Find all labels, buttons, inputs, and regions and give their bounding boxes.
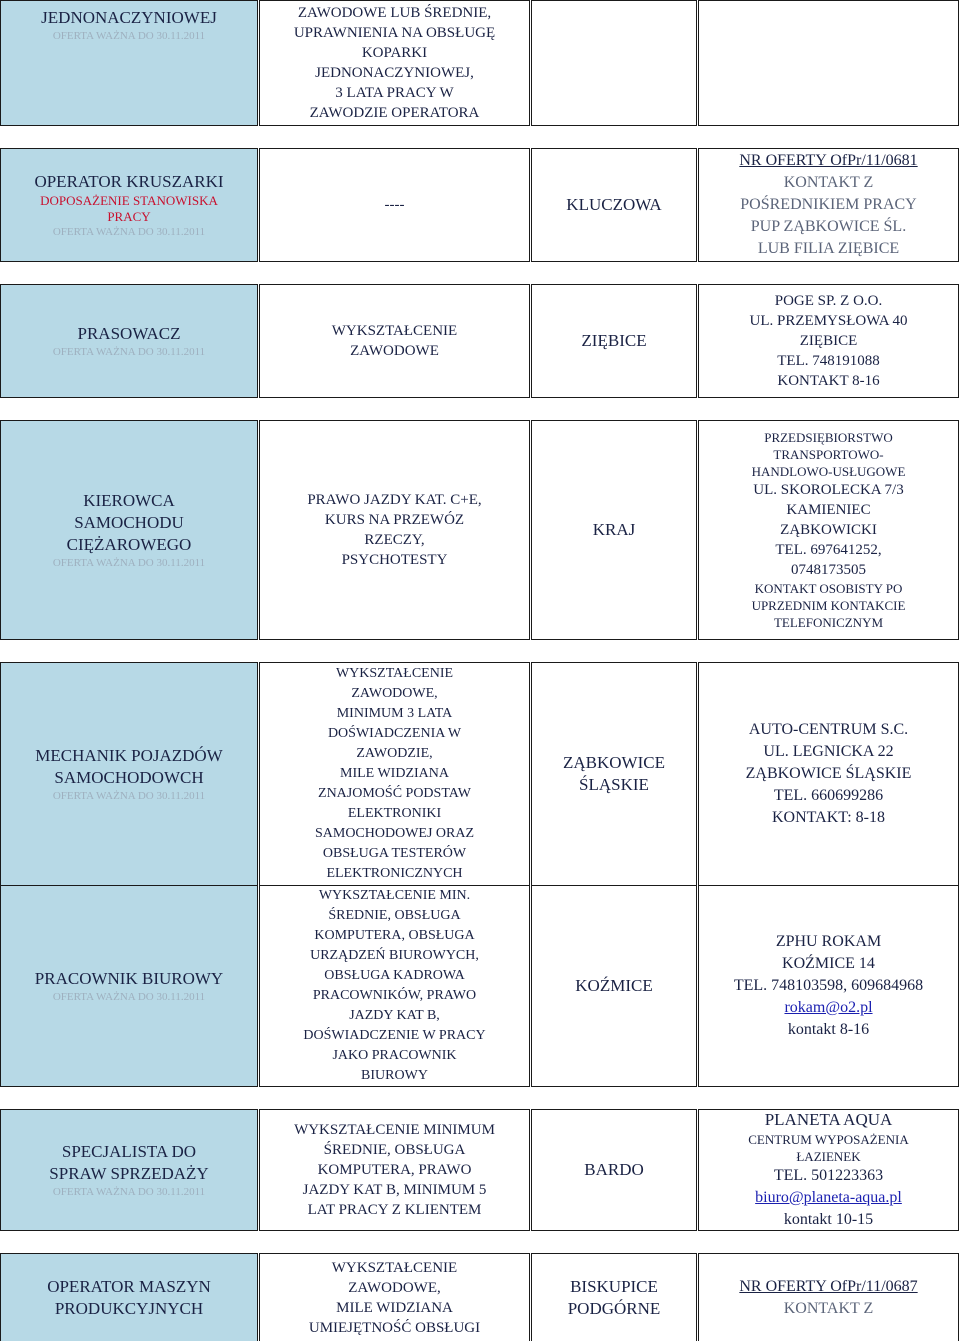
- valid-until: OFERTA WAŻNA DO 30.11.2011: [52, 991, 206, 1003]
- requirement-line: RZECZY,: [364, 532, 425, 548]
- contact-line: KONTAKT Z: [783, 174, 874, 191]
- requirements-cell: [259, 420, 530, 640]
- location-cell: [531, 662, 697, 886]
- contact-line: TEL. 697641252,: [775, 542, 882, 558]
- requirement-line: ELEKTRONIKI: [347, 806, 442, 821]
- contact-phone: TEL. 501223363: [773, 1167, 884, 1184]
- requirement-line: ----: [384, 197, 405, 213]
- job-title-cell: [0, 420, 258, 640]
- job-title: SAMOCHODU: [74, 513, 184, 532]
- offer-row: [0, 885, 960, 1087]
- offer-row: [0, 1253, 960, 1341]
- location-cell: [531, 885, 697, 1087]
- contact-cell: [698, 662, 959, 886]
- location: ŚLĄSKIE: [579, 775, 649, 794]
- location-cell: [531, 1253, 697, 1341]
- location: KLUCZOWA: [566, 195, 662, 214]
- contact-line: POŚREDNIKIEM PRACY: [740, 196, 917, 213]
- requirement-line: KURS NA PRZEWÓZ: [324, 512, 465, 528]
- contact-line: KAMIENIEC: [786, 502, 871, 518]
- requirement-line: PRACOWNIKÓW, PRAWO: [312, 988, 477, 1003]
- requirement-line: WYKSZTAŁCENIE MIN.: [318, 888, 471, 903]
- email-link[interactable]: rokam@o2.pl: [784, 999, 873, 1016]
- contact-line: TEL. 748191088: [777, 353, 880, 369]
- job-title: CIĘŻAROWEGO: [66, 535, 192, 554]
- requirement-line: ŚREDNIE, OBSŁUGA: [323, 1142, 466, 1158]
- requirement-line: WYKSZTAŁCENIE MINIMUM: [294, 1122, 495, 1138]
- requirements-cell: [259, 662, 530, 886]
- requirements-cell: [259, 1109, 530, 1231]
- requirements-cell: [259, 284, 530, 398]
- requirement-line: ZAWODOWE: [350, 343, 439, 359]
- job-subtitle: DOPOSAŻENIE STANOWISKA: [40, 193, 218, 208]
- contact-line: KONTAKT Z: [783, 1299, 874, 1317]
- job-title-cell: [0, 1109, 258, 1231]
- company-name: TRANSPORTOWO-: [773, 447, 884, 462]
- contact-cell: [698, 148, 959, 262]
- requirement-line: ZNAJOMOŚĆ PODSTAW: [318, 786, 471, 801]
- job-title: SPRAW SPRZEDAŻY: [49, 1164, 209, 1183]
- requirement-line: PRAWO JAZDY KAT. C+E,: [307, 492, 482, 508]
- job-title: OPERATOR MASZYN: [47, 1276, 211, 1296]
- job-title: SPECJALISTA DO: [61, 1142, 197, 1161]
- job-title-cell: [0, 284, 258, 398]
- location-cell: [531, 1109, 697, 1231]
- contact-line: ZIĘBICE: [799, 333, 858, 349]
- job-title-cell: [0, 148, 258, 262]
- contact-line: 0748173505: [791, 562, 866, 578]
- offer-number: NR OFERTY OfPr/11/0681: [739, 152, 918, 169]
- location: KRAJ: [592, 520, 636, 539]
- location: BISKUPICE: [570, 1276, 658, 1296]
- offer-row: [0, 420, 960, 640]
- requirement-line: DOŚWIADCZENIA W: [327, 726, 462, 741]
- requirement-line: JEDNONACZYNIOWEJ,: [315, 65, 474, 81]
- job-title-cell: [0, 0, 258, 126]
- company-name: HANDLOWO-USŁUGOWE: [751, 464, 906, 479]
- job-title: PRODUKCYJNYCH: [54, 1298, 204, 1318]
- requirement-line: MILE WIDZIANA: [336, 1299, 453, 1316]
- job-title: PRASOWACZ: [77, 324, 181, 343]
- valid-until: OFERTA WAŻNA DO 30.11.2011: [52, 226, 206, 238]
- contact-line: PUP ZĄBKOWICE ŚL.: [750, 218, 907, 235]
- job-title: MECHANIK POJAZDÓW: [35, 746, 223, 765]
- location: ZĄBKOWICE: [563, 753, 665, 772]
- offer-number: NR OFERTY OfPr/11/0687: [739, 1277, 918, 1295]
- location-cell: [531, 284, 697, 398]
- job-title: JEDNONACZYNIOWEJ: [41, 8, 217, 27]
- contact-line: TEL. 748103598, 609684968: [733, 977, 924, 994]
- contact-cell: [698, 0, 959, 126]
- offer-row: [0, 284, 960, 398]
- requirement-line: ZAWODOWE LUB ŚREDNIE,: [297, 5, 492, 21]
- job-subtitle: PRACY: [107, 209, 151, 224]
- contact-line: ZĄBKOWICE ŚLĄSKIE: [745, 765, 912, 782]
- company-name: PLANETA AQUA: [764, 1110, 893, 1129]
- contact-cell: [698, 885, 959, 1087]
- valid-until: OFERTA WAŻNA DO 30.11.2011: [52, 1186, 206, 1198]
- requirement-line: MINIMUM 3 LATA: [336, 706, 453, 721]
- requirement-line: LAT PRACY Z KLIENTEM: [307, 1202, 482, 1218]
- contact-line: ZĄBKOWICKI: [780, 522, 877, 538]
- requirement-line: ŚREDNIE, OBSŁUGA: [328, 908, 461, 923]
- requirement-line: MILE WIDZIANA: [340, 766, 449, 781]
- requirements-cell: [259, 885, 530, 1087]
- offer-row: [0, 1109, 960, 1231]
- location: KOŹMICE: [575, 976, 653, 995]
- requirement-line: KOMPUTERA, PRAWO: [317, 1162, 472, 1178]
- requirement-line: OBSŁUGA TESTERÓW: [322, 846, 467, 861]
- contact-line: KONTAKT: 8-18: [771, 809, 885, 826]
- valid-until: OFERTA WAŻNA DO 30.11.2011: [52, 790, 206, 802]
- contact-cell: [698, 420, 959, 640]
- job-title: OPERATOR KRUSZARKI: [34, 172, 224, 191]
- offer-row: [0, 148, 960, 262]
- location: BARDO: [584, 1160, 644, 1179]
- location: PODGÓRNE: [567, 1298, 661, 1318]
- valid-until: OFERTA WAŻNA DO 30.11.2011: [52, 30, 206, 42]
- location-cell: [531, 148, 697, 262]
- contact-line: LUB FILIA ZIĘBICE: [757, 240, 900, 257]
- job-title-cell: [0, 885, 258, 1087]
- valid-until: OFERTA WAŻNA DO 30.11.2011: [52, 346, 206, 358]
- contact-line: KONTAKT 8-16: [777, 373, 880, 389]
- job-title: KIEROWCA: [83, 491, 175, 510]
- requirement-line: KOMPUTERA, OBSŁUGA: [314, 928, 475, 943]
- requirement-line: UPRAWNIENIA NA OBSŁUGĘ: [293, 25, 496, 41]
- requirement-line: JAKO PRACOWNIK: [332, 1048, 457, 1063]
- requirement-line: ELEKTRONICZNYCH: [326, 866, 463, 881]
- contact-line: POGE SP. Z O.O.: [774, 293, 883, 309]
- requirement-line: UMIEJĘTNOŚĆ OBSŁUGI: [308, 1319, 481, 1336]
- requirement-line: URZĄDZEŃ BIUROWYCH,: [310, 948, 479, 963]
- requirements-cell: [259, 148, 530, 262]
- requirement-line: BIUROWY: [361, 1068, 428, 1083]
- job-title-cell: [0, 1253, 258, 1341]
- job-title-cell: [0, 662, 258, 886]
- requirement-line: ZAWODZIE OPERATORA: [309, 105, 480, 121]
- contact-line: UL. PRZEMYSŁOWA 40: [749, 313, 908, 329]
- location-cell: [531, 420, 697, 640]
- requirement-line: KOPARKI: [361, 45, 428, 61]
- requirement-line: OBSŁUGA KADROWA: [324, 968, 465, 983]
- contact-line: ZPHU ROKAM: [775, 933, 882, 950]
- requirement-line: SAMOCHODOWEJ ORAZ: [314, 826, 475, 841]
- contact-line: KOŹMICE 14: [782, 955, 875, 972]
- requirement-line: 3 LATA PRACY W: [335, 85, 454, 101]
- contact-hours: kontakt 8-16: [787, 1021, 870, 1038]
- requirement-line: JAZDY KAT B, MINIMUM 5: [302, 1182, 487, 1198]
- contact-cell: [698, 1253, 959, 1341]
- location-cell: [531, 0, 697, 126]
- requirement-line: ZAWODOWE,: [348, 1279, 441, 1296]
- email-link[interactable]: biuro@planeta-aqua.pl: [755, 1189, 902, 1206]
- requirement-line: ZAWODZIE,: [356, 746, 433, 761]
- requirement-line: DOŚWIADCZENIE W PRACY: [303, 1028, 486, 1043]
- contact-note: KONTAKT OSOBISTY PO: [754, 581, 903, 596]
- valid-until: OFERTA WAŻNA DO 30.11.2011: [52, 557, 206, 569]
- requirement-line: ZAWODOWE,: [351, 686, 438, 701]
- requirement-line: WYKSZTAŁCENIE: [331, 323, 458, 339]
- contact-line: AUTO-CENTRUM S.C.: [748, 721, 909, 738]
- contact-cell: [698, 1109, 959, 1231]
- offer-row: [0, 0, 960, 126]
- contact-line: UL. LEGNICKA 22: [763, 743, 894, 760]
- company-name: PRZEDSIĘBIORSTWO: [764, 430, 893, 445]
- requirements-cell: [259, 0, 530, 126]
- company-description: CENTRUM WYPOSAŻENIA: [748, 1132, 909, 1147]
- contact-line: UL. SKOROLECKA 7/3: [753, 482, 904, 498]
- requirements-cell: [259, 1253, 530, 1341]
- contact-hours: kontakt 10-15: [783, 1211, 874, 1228]
- requirement-line: WYKSZTAŁCENIE: [331, 1259, 458, 1276]
- contact-cell: [698, 284, 959, 398]
- requirement-line: JAZDY KAT B,: [349, 1008, 440, 1023]
- job-title: SAMOCHODOWCH: [54, 768, 204, 787]
- contact-note: TELEFONICZNYM: [773, 615, 884, 630]
- contact-note: UPRZEDNIM KONTAKCIE: [751, 598, 906, 613]
- requirement-line: WYKSZTAŁCENIE: [335, 666, 454, 681]
- company-description: ŁAZIENEK: [796, 1149, 861, 1164]
- contact-line: TEL. 660699286: [773, 787, 884, 804]
- offer-row: [0, 662, 960, 886]
- requirement-line: PSYCHOTESTY: [341, 552, 448, 568]
- job-title: PRACOWNIK BIUROWY: [34, 969, 224, 988]
- location: ZIĘBICE: [581, 331, 647, 350]
